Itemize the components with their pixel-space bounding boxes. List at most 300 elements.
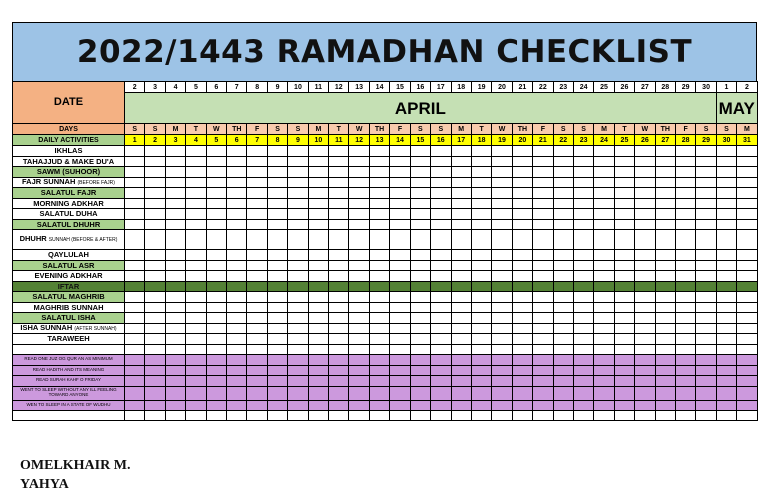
checkbox-cell[interactable] bbox=[573, 146, 593, 157]
checkbox-cell[interactable] bbox=[165, 281, 185, 292]
checkbox-cell[interactable] bbox=[369, 302, 389, 313]
checkbox-cell[interactable] bbox=[431, 146, 451, 157]
checkbox-cell[interactable] bbox=[471, 177, 491, 188]
checkbox-cell[interactable] bbox=[737, 230, 757, 250]
checkbox-cell[interactable] bbox=[267, 156, 287, 167]
checkbox-cell[interactable] bbox=[247, 271, 267, 282]
checkbox-cell[interactable] bbox=[329, 198, 349, 209]
checkbox-cell[interactable] bbox=[227, 271, 247, 282]
checkbox-cell[interactable] bbox=[431, 271, 451, 282]
checkbox-cell[interactable] bbox=[696, 313, 716, 324]
checkbox-cell[interactable] bbox=[329, 302, 349, 313]
checkbox-cell[interactable] bbox=[125, 146, 145, 157]
checkbox-cell[interactable] bbox=[125, 334, 145, 345]
checkbox-cell[interactable] bbox=[737, 188, 757, 199]
checkbox-cell[interactable] bbox=[349, 344, 369, 355]
checkbox-cell[interactable] bbox=[594, 146, 614, 157]
checkbox-cell[interactable] bbox=[431, 156, 451, 167]
checkbox-cell[interactable] bbox=[186, 167, 206, 178]
checkbox-cell[interactable] bbox=[349, 209, 369, 220]
checkbox-cell[interactable] bbox=[451, 219, 471, 230]
checkbox-cell[interactable] bbox=[716, 250, 736, 261]
checkbox-cell[interactable] bbox=[329, 250, 349, 261]
checkbox-cell[interactable] bbox=[471, 156, 491, 167]
checkbox-cell[interactable] bbox=[227, 188, 247, 199]
checkbox-cell[interactable] bbox=[288, 250, 308, 261]
checkbox-cell[interactable] bbox=[573, 323, 593, 334]
checkbox-cell[interactable] bbox=[227, 219, 247, 230]
checkbox-cell[interactable] bbox=[614, 177, 634, 188]
checkbox-cell[interactable] bbox=[390, 260, 410, 271]
checkbox-cell[interactable] bbox=[227, 302, 247, 313]
checkbox-cell[interactable] bbox=[431, 219, 451, 230]
checkbox-cell[interactable] bbox=[349, 302, 369, 313]
checkbox-cell[interactable] bbox=[573, 302, 593, 313]
checkbox-cell[interactable] bbox=[716, 167, 736, 178]
checkbox-cell[interactable] bbox=[410, 188, 430, 199]
checkbox-cell[interactable] bbox=[410, 386, 430, 400]
checkbox-cell[interactable] bbox=[267, 334, 287, 345]
checkbox-cell[interactable] bbox=[696, 386, 716, 400]
checkbox-cell[interactable] bbox=[247, 167, 267, 178]
checkbox-cell[interactable] bbox=[451, 230, 471, 250]
checkbox-cell[interactable] bbox=[125, 302, 145, 313]
checkbox-cell[interactable] bbox=[410, 281, 430, 292]
checkbox-cell[interactable] bbox=[145, 334, 165, 345]
checkbox-cell[interactable] bbox=[675, 167, 695, 178]
checkbox-cell[interactable] bbox=[451, 334, 471, 345]
checkbox-cell[interactable] bbox=[737, 271, 757, 282]
checkbox-cell[interactable] bbox=[431, 177, 451, 188]
checkbox-cell[interactable] bbox=[349, 313, 369, 324]
checkbox-cell[interactable] bbox=[308, 260, 328, 271]
checkbox-cell[interactable] bbox=[492, 219, 512, 230]
checkbox-cell[interactable] bbox=[186, 400, 206, 411]
checkbox-cell[interactable] bbox=[125, 365, 145, 376]
checkbox-cell[interactable] bbox=[206, 250, 226, 261]
checkbox-cell[interactable] bbox=[573, 292, 593, 303]
checkbox-cell[interactable] bbox=[431, 250, 451, 261]
checkbox-cell[interactable] bbox=[369, 167, 389, 178]
checkbox-cell[interactable] bbox=[288, 313, 308, 324]
checkbox-cell[interactable] bbox=[227, 365, 247, 376]
checkbox-cell[interactable] bbox=[227, 313, 247, 324]
checkbox-cell[interactable] bbox=[716, 188, 736, 199]
checkbox-cell[interactable] bbox=[655, 323, 675, 334]
checkbox-cell[interactable] bbox=[675, 386, 695, 400]
checkbox-cell[interactable] bbox=[614, 167, 634, 178]
checkbox-cell[interactable] bbox=[186, 313, 206, 324]
checkbox-cell[interactable] bbox=[451, 209, 471, 220]
checkbox-cell[interactable] bbox=[227, 355, 247, 366]
checkbox-cell[interactable] bbox=[410, 365, 430, 376]
checkbox-cell[interactable] bbox=[737, 400, 757, 411]
checkbox-cell[interactable] bbox=[329, 167, 349, 178]
checkbox-cell[interactable] bbox=[390, 271, 410, 282]
checkbox-cell[interactable] bbox=[553, 209, 573, 220]
checkbox-cell[interactable] bbox=[125, 355, 145, 366]
checkbox-cell[interactable] bbox=[553, 219, 573, 230]
checkbox-cell[interactable] bbox=[512, 167, 532, 178]
checkbox-cell[interactable] bbox=[410, 167, 430, 178]
checkbox-cell[interactable] bbox=[737, 344, 757, 355]
checkbox-cell[interactable] bbox=[635, 323, 655, 334]
checkbox-cell[interactable] bbox=[635, 313, 655, 324]
checkbox-cell[interactable] bbox=[451, 250, 471, 261]
checkbox-cell[interactable] bbox=[696, 167, 716, 178]
checkbox-cell[interactable] bbox=[125, 386, 145, 400]
checkbox-cell[interactable] bbox=[145, 376, 165, 387]
checkbox-cell[interactable] bbox=[512, 386, 532, 400]
checkbox-cell[interactable] bbox=[451, 188, 471, 199]
checkbox-cell[interactable] bbox=[247, 344, 267, 355]
checkbox-cell[interactable] bbox=[655, 219, 675, 230]
checkbox-cell[interactable] bbox=[553, 323, 573, 334]
checkbox-cell[interactable] bbox=[349, 177, 369, 188]
checkbox-cell[interactable] bbox=[369, 219, 389, 230]
checkbox-cell[interactable] bbox=[737, 260, 757, 271]
checkbox-cell[interactable] bbox=[533, 230, 553, 250]
checkbox-cell[interactable] bbox=[186, 365, 206, 376]
checkbox-cell[interactable] bbox=[573, 209, 593, 220]
checkbox-cell[interactable] bbox=[308, 400, 328, 411]
checkbox-cell[interactable] bbox=[614, 344, 634, 355]
checkbox-cell[interactable] bbox=[186, 323, 206, 334]
checkbox-cell[interactable] bbox=[267, 198, 287, 209]
checkbox-cell[interactable] bbox=[431, 209, 451, 220]
checkbox-cell[interactable] bbox=[288, 323, 308, 334]
checkbox-cell[interactable] bbox=[675, 156, 695, 167]
checkbox-cell[interactable] bbox=[329, 156, 349, 167]
checkbox-cell[interactable] bbox=[165, 188, 185, 199]
checkbox-cell[interactable] bbox=[573, 281, 593, 292]
checkbox-cell[interactable] bbox=[471, 292, 491, 303]
checkbox-cell[interactable] bbox=[451, 260, 471, 271]
checkbox-cell[interactable] bbox=[655, 334, 675, 345]
checkbox-cell[interactable] bbox=[573, 344, 593, 355]
checkbox-cell[interactable] bbox=[369, 209, 389, 220]
checkbox-cell[interactable] bbox=[329, 281, 349, 292]
checkbox-cell[interactable] bbox=[390, 146, 410, 157]
checkbox-cell[interactable] bbox=[308, 386, 328, 400]
checkbox-cell[interactable] bbox=[655, 230, 675, 250]
checkbox-cell[interactable] bbox=[696, 302, 716, 313]
checkbox-cell[interactable] bbox=[165, 386, 185, 400]
checkbox-cell[interactable] bbox=[573, 376, 593, 387]
checkbox-cell[interactable] bbox=[635, 376, 655, 387]
checkbox-cell[interactable] bbox=[655, 146, 675, 157]
checkbox-cell[interactable] bbox=[288, 344, 308, 355]
checkbox-cell[interactable] bbox=[369, 355, 389, 366]
checkbox-cell[interactable] bbox=[573, 260, 593, 271]
checkbox-cell[interactable] bbox=[471, 230, 491, 250]
checkbox-cell[interactable] bbox=[186, 386, 206, 400]
checkbox-cell[interactable] bbox=[451, 281, 471, 292]
checkbox-cell[interactable] bbox=[471, 386, 491, 400]
checkbox-cell[interactable] bbox=[369, 334, 389, 345]
checkbox-cell[interactable] bbox=[431, 386, 451, 400]
checkbox-cell[interactable] bbox=[308, 292, 328, 303]
checkbox-cell[interactable] bbox=[410, 156, 430, 167]
checkbox-cell[interactable] bbox=[573, 219, 593, 230]
checkbox-cell[interactable] bbox=[145, 250, 165, 261]
checkbox-cell[interactable] bbox=[675, 230, 695, 250]
checkbox-cell[interactable] bbox=[410, 230, 430, 250]
checkbox-cell[interactable] bbox=[492, 292, 512, 303]
checkbox-cell[interactable] bbox=[635, 292, 655, 303]
checkbox-cell[interactable] bbox=[716, 271, 736, 282]
checkbox-cell[interactable] bbox=[451, 355, 471, 366]
checkbox-cell[interactable] bbox=[369, 177, 389, 188]
checkbox-cell[interactable] bbox=[186, 344, 206, 355]
checkbox-cell[interactable] bbox=[553, 355, 573, 366]
checkbox-cell[interactable] bbox=[186, 230, 206, 250]
checkbox-cell[interactable] bbox=[125, 250, 145, 261]
checkbox-cell[interactable] bbox=[573, 313, 593, 324]
checkbox-cell[interactable] bbox=[329, 219, 349, 230]
checkbox-cell[interactable] bbox=[369, 188, 389, 199]
checkbox-cell[interactable] bbox=[655, 198, 675, 209]
checkbox-cell[interactable] bbox=[737, 376, 757, 387]
checkbox-cell[interactable] bbox=[533, 177, 553, 188]
checkbox-cell[interactable] bbox=[206, 281, 226, 292]
checkbox-cell[interactable] bbox=[471, 365, 491, 376]
checkbox-cell[interactable] bbox=[655, 376, 675, 387]
checkbox-cell[interactable] bbox=[655, 365, 675, 376]
checkbox-cell[interactable] bbox=[492, 177, 512, 188]
checkbox-cell[interactable] bbox=[206, 400, 226, 411]
checkbox-cell[interactable] bbox=[594, 156, 614, 167]
checkbox-cell[interactable] bbox=[655, 260, 675, 271]
checkbox-cell[interactable] bbox=[451, 292, 471, 303]
checkbox-cell[interactable] bbox=[675, 323, 695, 334]
checkbox-cell[interactable] bbox=[431, 292, 451, 303]
checkbox-cell[interactable] bbox=[390, 355, 410, 366]
checkbox-cell[interactable] bbox=[308, 198, 328, 209]
checkbox-cell[interactable] bbox=[247, 250, 267, 261]
checkbox-cell[interactable] bbox=[716, 334, 736, 345]
checkbox-cell[interactable] bbox=[267, 386, 287, 400]
checkbox-cell[interactable] bbox=[369, 281, 389, 292]
checkbox-cell[interactable] bbox=[716, 156, 736, 167]
checkbox-cell[interactable] bbox=[675, 400, 695, 411]
checkbox-cell[interactable] bbox=[737, 355, 757, 366]
checkbox-cell[interactable] bbox=[451, 386, 471, 400]
checkbox-cell[interactable] bbox=[145, 188, 165, 199]
checkbox-cell[interactable] bbox=[716, 209, 736, 220]
checkbox-cell[interactable] bbox=[635, 146, 655, 157]
checkbox-cell[interactable] bbox=[145, 365, 165, 376]
checkbox-cell[interactable] bbox=[145, 177, 165, 188]
checkbox-cell[interactable] bbox=[267, 323, 287, 334]
checkbox-cell[interactable] bbox=[655, 188, 675, 199]
checkbox-cell[interactable] bbox=[349, 198, 369, 209]
checkbox-cell[interactable] bbox=[594, 400, 614, 411]
checkbox-cell[interactable] bbox=[267, 302, 287, 313]
checkbox-cell[interactable] bbox=[308, 209, 328, 220]
checkbox-cell[interactable] bbox=[512, 250, 532, 261]
checkbox-cell[interactable] bbox=[492, 250, 512, 261]
checkbox-cell[interactable] bbox=[451, 400, 471, 411]
checkbox-cell[interactable] bbox=[492, 376, 512, 387]
checkbox-cell[interactable] bbox=[288, 334, 308, 345]
checkbox-cell[interactable] bbox=[410, 250, 430, 261]
checkbox-cell[interactable] bbox=[614, 313, 634, 324]
checkbox-cell[interactable] bbox=[206, 260, 226, 271]
checkbox-cell[interactable] bbox=[165, 209, 185, 220]
checkbox-cell[interactable] bbox=[451, 271, 471, 282]
checkbox-cell[interactable] bbox=[288, 167, 308, 178]
checkbox-cell[interactable] bbox=[492, 344, 512, 355]
checkbox-cell[interactable] bbox=[145, 344, 165, 355]
checkbox-cell[interactable] bbox=[675, 177, 695, 188]
checkbox-cell[interactable] bbox=[390, 302, 410, 313]
checkbox-cell[interactable] bbox=[165, 376, 185, 387]
checkbox-cell[interactable] bbox=[716, 400, 736, 411]
checkbox-cell[interactable] bbox=[390, 188, 410, 199]
checkbox-cell[interactable] bbox=[451, 302, 471, 313]
checkbox-cell[interactable] bbox=[737, 250, 757, 261]
checkbox-cell[interactable] bbox=[492, 334, 512, 345]
checkbox-cell[interactable] bbox=[737, 146, 757, 157]
checkbox-cell[interactable] bbox=[186, 146, 206, 157]
checkbox-cell[interactable] bbox=[267, 250, 287, 261]
checkbox-cell[interactable] bbox=[329, 323, 349, 334]
checkbox-cell[interactable] bbox=[247, 219, 267, 230]
checkbox-cell[interactable] bbox=[247, 156, 267, 167]
checkbox-cell[interactable] bbox=[288, 281, 308, 292]
checkbox-cell[interactable] bbox=[410, 198, 430, 209]
checkbox-cell[interactable] bbox=[451, 198, 471, 209]
checkbox-cell[interactable] bbox=[329, 386, 349, 400]
checkbox-cell[interactable] bbox=[125, 260, 145, 271]
checkbox-cell[interactable] bbox=[553, 188, 573, 199]
checkbox-cell[interactable] bbox=[492, 209, 512, 220]
checkbox-cell[interactable] bbox=[349, 355, 369, 366]
checkbox-cell[interactable] bbox=[635, 260, 655, 271]
checkbox-cell[interactable] bbox=[165, 177, 185, 188]
checkbox-cell[interactable] bbox=[165, 334, 185, 345]
checkbox-cell[interactable] bbox=[737, 386, 757, 400]
checkbox-cell[interactable] bbox=[675, 302, 695, 313]
checkbox-cell[interactable] bbox=[471, 355, 491, 366]
checkbox-cell[interactable] bbox=[349, 292, 369, 303]
checkbox-cell[interactable] bbox=[492, 167, 512, 178]
checkbox-cell[interactable] bbox=[696, 260, 716, 271]
checkbox-cell[interactable] bbox=[553, 230, 573, 250]
checkbox-cell[interactable] bbox=[145, 355, 165, 366]
checkbox-cell[interactable] bbox=[267, 219, 287, 230]
checkbox-cell[interactable] bbox=[614, 400, 634, 411]
checkbox-cell[interactable] bbox=[696, 281, 716, 292]
checkbox-cell[interactable] bbox=[512, 376, 532, 387]
checkbox-cell[interactable] bbox=[553, 400, 573, 411]
checkbox-cell[interactable] bbox=[594, 376, 614, 387]
checkbox-cell[interactable] bbox=[165, 260, 185, 271]
checkbox-cell[interactable] bbox=[206, 209, 226, 220]
checkbox-cell[interactable] bbox=[696, 292, 716, 303]
checkbox-cell[interactable] bbox=[716, 376, 736, 387]
checkbox-cell[interactable] bbox=[186, 198, 206, 209]
checkbox-cell[interactable] bbox=[410, 323, 430, 334]
checkbox-cell[interactable] bbox=[369, 365, 389, 376]
checkbox-cell[interactable] bbox=[288, 302, 308, 313]
checkbox-cell[interactable] bbox=[329, 400, 349, 411]
checkbox-cell[interactable] bbox=[431, 260, 451, 271]
checkbox-cell[interactable] bbox=[512, 230, 532, 250]
checkbox-cell[interactable] bbox=[512, 281, 532, 292]
checkbox-cell[interactable] bbox=[594, 365, 614, 376]
checkbox-cell[interactable] bbox=[573, 365, 593, 376]
checkbox-cell[interactable] bbox=[492, 281, 512, 292]
checkbox-cell[interactable] bbox=[451, 167, 471, 178]
checkbox-cell[interactable] bbox=[227, 281, 247, 292]
checkbox-cell[interactable] bbox=[512, 334, 532, 345]
checkbox-cell[interactable] bbox=[431, 376, 451, 387]
checkbox-cell[interactable] bbox=[635, 344, 655, 355]
checkbox-cell[interactable] bbox=[635, 219, 655, 230]
checkbox-cell[interactable] bbox=[716, 386, 736, 400]
checkbox-cell[interactable] bbox=[512, 313, 532, 324]
checkbox-cell[interactable] bbox=[206, 386, 226, 400]
checkbox-cell[interactable] bbox=[186, 376, 206, 387]
checkbox-cell[interactable] bbox=[288, 230, 308, 250]
checkbox-cell[interactable] bbox=[329, 271, 349, 282]
checkbox-cell[interactable] bbox=[594, 323, 614, 334]
checkbox-cell[interactable] bbox=[165, 344, 185, 355]
checkbox-cell[interactable] bbox=[675, 188, 695, 199]
checkbox-cell[interactable] bbox=[390, 281, 410, 292]
checkbox-cell[interactable] bbox=[614, 156, 634, 167]
checkbox-cell[interactable] bbox=[573, 156, 593, 167]
checkbox-cell[interactable] bbox=[267, 281, 287, 292]
checkbox-cell[interactable] bbox=[716, 302, 736, 313]
checkbox-cell[interactable] bbox=[614, 260, 634, 271]
checkbox-cell[interactable] bbox=[512, 344, 532, 355]
checkbox-cell[interactable] bbox=[390, 323, 410, 334]
checkbox-cell[interactable] bbox=[206, 271, 226, 282]
checkbox-cell[interactable] bbox=[675, 355, 695, 366]
checkbox-cell[interactable] bbox=[716, 219, 736, 230]
checkbox-cell[interactable] bbox=[308, 334, 328, 345]
checkbox-cell[interactable] bbox=[573, 167, 593, 178]
checkbox-cell[interactable] bbox=[390, 344, 410, 355]
checkbox-cell[interactable] bbox=[431, 355, 451, 366]
checkbox-cell[interactable] bbox=[390, 334, 410, 345]
checkbox-cell[interactable] bbox=[553, 365, 573, 376]
checkbox-cell[interactable] bbox=[349, 323, 369, 334]
checkbox-cell[interactable] bbox=[288, 188, 308, 199]
checkbox-cell[interactable] bbox=[349, 376, 369, 387]
checkbox-cell[interactable] bbox=[594, 313, 614, 324]
checkbox-cell[interactable] bbox=[227, 323, 247, 334]
checkbox-cell[interactable] bbox=[186, 292, 206, 303]
checkbox-cell[interactable] bbox=[206, 167, 226, 178]
checkbox-cell[interactable] bbox=[125, 292, 145, 303]
checkbox-cell[interactable] bbox=[696, 376, 716, 387]
checkbox-cell[interactable] bbox=[308, 323, 328, 334]
checkbox-cell[interactable] bbox=[247, 302, 267, 313]
checkbox-cell[interactable] bbox=[594, 260, 614, 271]
checkbox-cell[interactable] bbox=[165, 146, 185, 157]
checkbox-cell[interactable] bbox=[369, 376, 389, 387]
checkbox-cell[interactable] bbox=[349, 365, 369, 376]
checkbox-cell[interactable] bbox=[145, 323, 165, 334]
checkbox-cell[interactable] bbox=[227, 209, 247, 220]
checkbox-cell[interactable] bbox=[288, 219, 308, 230]
checkbox-cell[interactable] bbox=[594, 355, 614, 366]
checkbox-cell[interactable] bbox=[390, 219, 410, 230]
